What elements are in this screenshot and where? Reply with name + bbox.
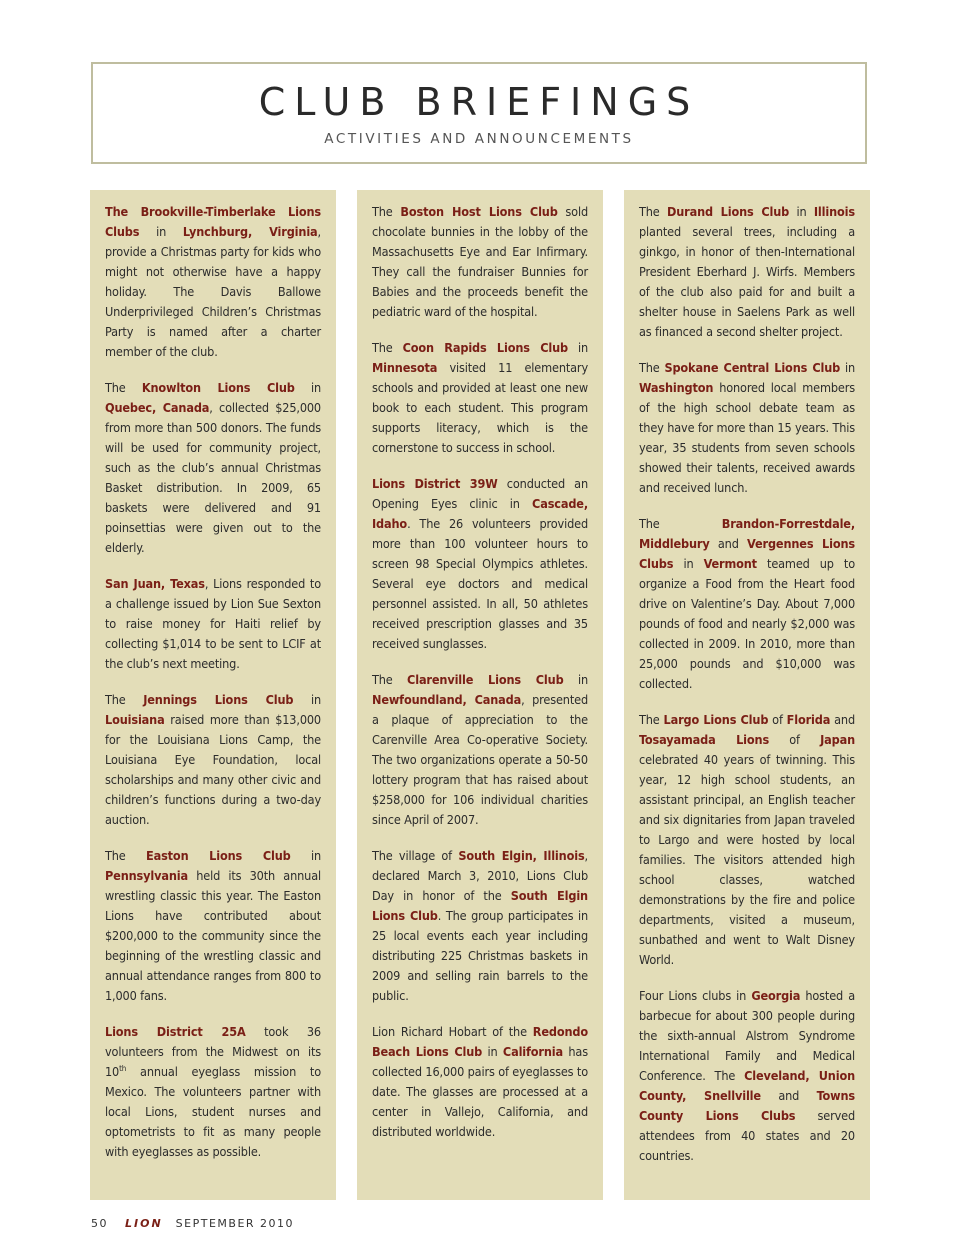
briefing-text: held its 30th annual wrestling classic this year. The Easton Lions have contributed about $200,000 to the community since the beginning of the wrestling classic and annual attendance ranges from 800 to 1,000 fans. — [105, 868, 321, 1003]
page-title: CLUB BRIEFINGS — [258, 80, 700, 124]
club-name-highlight: Vermont — [703, 556, 757, 571]
briefing-text: and — [830, 712, 855, 727]
briefing-paragraph — [372, 474, 588, 654]
briefing-paragraph — [105, 846, 321, 1006]
briefing-text: hosted a barbecue for about 300 people during the sixth-annual Alstrom Syndrome International Family and Medical Conference. The — [639, 988, 855, 1083]
club-name-highlight: Durand Lions Club — [666, 204, 790, 219]
briefing-text: The — [105, 380, 142, 395]
club-name-highlight: The Brookville-Timberlake Lions Clubs — [105, 204, 321, 239]
briefing-text: in — [789, 204, 814, 219]
club-name-highlight: Largo Lions Club — [663, 712, 769, 727]
club-name-highlight: Tosayamada Lions — [639, 732, 770, 747]
briefing-text: in — [567, 340, 588, 355]
club-name-highlight: Knowlton Lions Club — [141, 380, 295, 395]
briefing-paragraph — [639, 514, 855, 694]
briefing-paragraph — [372, 1022, 588, 1142]
club-name-highlight: Redondo Beach Lions Club — [372, 1024, 588, 1059]
briefing-text: The — [639, 712, 664, 727]
briefing-text: and — [760, 1088, 817, 1103]
briefing-text: in — [293, 692, 321, 707]
club-name-highlight: Pennsylvania — [105, 868, 188, 883]
page-footer — [91, 1217, 294, 1230]
briefing-text: teamed up to organize a Food from the Heart food drive on Valentine’s Day. About 7,000 pounds of food and nearly $2,000 was collected in 2009. In 2010, more than 25,000 pounds and $10,000 was collected. — [639, 556, 855, 691]
club-name-highlight: South Elgin, Illinois — [458, 848, 585, 863]
club-name-highlight: Lions District 39W — [372, 476, 498, 491]
page-subtitle: ACTIVITIES AND ANNOUNCEMENTS — [324, 131, 634, 147]
briefing-text: in — [563, 672, 588, 687]
briefing-text: The — [639, 204, 667, 219]
briefing-text: raised more than $13,000 for the Louisiana Lions Camp, the Louisiana Eye Foundation, local scholarships and many other civic and children’s functions during a two-day auction. — [105, 712, 321, 827]
club-name-highlight: Brandon-Forrestdale, Middlebury — [639, 516, 855, 551]
page-number: 50 — [91, 1217, 108, 1230]
briefing-column-2 — [357, 190, 603, 1200]
briefing-text: Four Lions clubs in — [639, 988, 752, 1003]
club-name-highlight: California — [502, 1044, 564, 1059]
briefing-text: in — [840, 360, 856, 375]
briefing-text: , presented a plaque of appreciation to the Carenville Area Co-operative Society. The two organizations operate a 50-50 lottery program that has raised about $258,000 for 106 individual charities since April of 2007. — [372, 692, 588, 827]
briefing-text: planted several trees, including a ginkgo, in honor of then-International President Eberhard J. Wirfs. Members of the club also paid for and built a shelter house in Saelens Park as well as financed a second shelter project. — [639, 224, 855, 339]
briefing-text: honored local members of the high school debate team as they have for more than 15 years. This year, 35 students from seven schools showed their talents, received awards and received lunch. — [639, 380, 855, 495]
club-name-highlight: Lynchburg, Virginia — [182, 224, 318, 239]
club-name-highlight: Washington — [639, 380, 714, 395]
briefing-paragraph — [372, 670, 588, 830]
briefing-text: The — [372, 340, 403, 355]
club-name-highlight: Quebec, Canada — [105, 400, 210, 415]
briefing-text: and — [709, 536, 748, 551]
briefing-text: The village of — [372, 848, 459, 863]
briefing-text: , declared March 3, 2010, Lions Club Day in honor of the — [372, 848, 588, 903]
briefing-text: took 36 volunteers from the Midwest on its 10 — [105, 1024, 321, 1079]
club-name-highlight: Spokane Central Lions Club — [664, 360, 841, 375]
club-name-highlight: South Elgin Lions Club — [372, 888, 588, 923]
briefing-text: Lion Richard Hobart of the — [372, 1024, 533, 1039]
club-name-highlight: Clarenville Lions Club — [407, 672, 564, 687]
briefing-text: The — [639, 360, 665, 375]
briefing-text: , Lions responded to a challenge issued by Lion Sue Sexton to raise money for Haiti relief by collecting $1,014 to be sent to LCIF at the club’s next meeting. — [105, 576, 321, 671]
briefing-text: visited 11 elementary schools and provided at least one new book to each student. This program supports literacy, which is the cornerstone to success in school. — [372, 360, 588, 455]
briefing-text: has collected 16,000 pairs of eyeglasses to date. The glasses are processed at a center in Vallejo, California, and distributed worldwide. — [372, 1044, 588, 1139]
briefing-text: The — [105, 848, 146, 863]
briefing-text: annual eyeglass mission to Mexico. The volunteers partner with local Lions, student nurses and optometrists to fit as many people with eyeglasses as possible. — [105, 1064, 321, 1159]
club-name-highlight: Easton Lions Club — [145, 848, 291, 863]
briefing-text: of — [768, 712, 787, 727]
club-name-highlight: Coon Rapids Lions Club — [402, 340, 568, 355]
magazine-name: LION — [125, 1217, 163, 1230]
club-name-highlight: Louisiana — [105, 712, 165, 727]
club-name-highlight: Boston Host Lions Club — [400, 204, 558, 219]
briefing-text: in — [294, 380, 321, 395]
briefing-text: in — [482, 1044, 503, 1059]
club-name-highlight: Japan — [820, 732, 855, 747]
club-name-highlight: Georgia — [751, 988, 801, 1003]
briefing-text: served attendees from 40 states and 20 countries. — [639, 1108, 855, 1163]
club-name-highlight: Minnesota — [372, 360, 438, 375]
briefing-paragraph — [639, 358, 855, 498]
club-name-highlight: Cascade, Idaho — [372, 496, 588, 531]
club-name-highlight: Jennings Lions Club — [143, 692, 294, 707]
briefing-text: conducted an Opening Eyes clinic in — [372, 476, 588, 511]
briefing-text: of — [769, 732, 821, 747]
briefing-paragraph — [639, 202, 855, 342]
section-header — [91, 62, 867, 164]
club-name-highlight: San Juan, Texas — [105, 576, 205, 591]
club-name-highlight: Cleveland, Union County, Snellville — [639, 1068, 855, 1103]
briefing-paragraph — [105, 378, 321, 558]
briefing-text: The — [372, 204, 401, 219]
briefing-text: . The group participates in 25 local events each year including distributing 225 Christmas baskets in 2009 and selling rain barrels to the public. — [372, 908, 589, 1003]
briefing-paragraph — [372, 202, 588, 322]
briefing-paragraph — [639, 710, 855, 970]
club-name-highlight: Newfoundland, Canada — [372, 692, 522, 707]
ordinal-superscript: th — [119, 1063, 127, 1073]
club-name-highlight: Towns County Lions Clubs — [639, 1088, 855, 1123]
club-name-highlight: Illinois — [813, 204, 855, 219]
briefing-paragraph — [105, 202, 321, 362]
briefing-text: The — [105, 692, 144, 707]
briefing-text: The — [372, 672, 408, 687]
briefing-column-1 — [90, 190, 336, 1200]
briefing-paragraph — [639, 986, 855, 1166]
briefing-text: sold chocolate bunnies in the lobby of the Massachusetts Eye and Ear Infirmary. They call the fundraiser Bunnies for Babies and the proceeds benefit the pediatric ward of the hospital. — [372, 204, 588, 319]
issue-date: SEPTEMBER 2010 — [175, 1217, 295, 1230]
briefing-paragraph — [372, 338, 588, 458]
briefing-text: celebrated 40 years of twinning. This year, 12 high school students, an assistant principal, an English teacher and six dignitaries from Japan traveled to Largo and were hosted by local families. The visitors attended high school classes, watched demonstrations by the fire and police departments, visited a museum, sunbathed and went to Walt Disney World. — [639, 752, 855, 967]
briefing-paragraph — [105, 1022, 321, 1162]
club-name-highlight: Vergennes Lions Clubs — [639, 536, 855, 571]
briefing-text: . The 26 volunteers provided more than 100 volunteer hours to screen 98 Special Olympics athletes. Several eye doctors and medical personnel assisted. In all, 50 athletes received prescription glasses and 35 received sunglasses. — [372, 516, 588, 651]
briefing-text: in — [673, 556, 704, 571]
briefing-paragraph — [372, 846, 588, 1006]
briefing-paragraph — [105, 690, 321, 830]
briefing-text: in — [139, 224, 183, 239]
briefing-text: , collected $25,000 from more than 500 donors. The funds will be used for community project, such as the club’s annual Christmas Basket distribution. In 2009, 65 baskets were delivered and 91 poinsettias were given out to the elderly. — [105, 400, 321, 555]
briefing-column-3 — [624, 190, 870, 1200]
briefing-text: The — [639, 516, 722, 531]
briefing-text: , provide a Christmas party for kids who might not otherwise have a happy holiday. The Davis Ballowe Underprivileged Children’s Christmas Party is named after a charter member of the club. — [105, 224, 321, 359]
club-name-highlight: Florida — [786, 712, 831, 727]
briefing-paragraph — [105, 574, 321, 674]
club-name-highlight: Lions District 25A — [105, 1024, 246, 1039]
briefing-text: in — [290, 848, 321, 863]
